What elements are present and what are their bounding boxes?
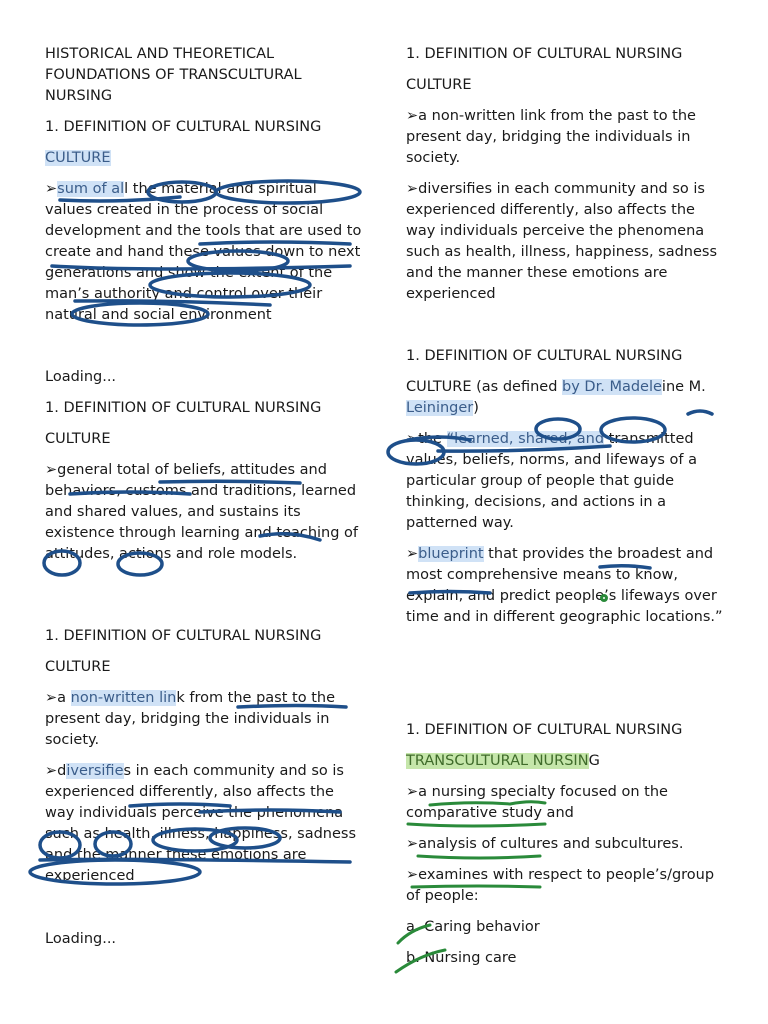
bullet-marker: ➢d bbox=[45, 763, 67, 779]
highlighted-text: blueprint bbox=[418, 546, 484, 562]
highlighted-text: non-written lin bbox=[70, 690, 177, 706]
subheading-text: ) bbox=[473, 400, 479, 416]
highlighted-text: TRANSCULTURAL NURSIN bbox=[406, 753, 589, 769]
loading-indicator: Loading... bbox=[45, 931, 117, 947]
left-slide-2 bbox=[45, 398, 365, 565]
loading-indicator: Loading... bbox=[45, 369, 117, 385]
slide-heading: 1. DEFINITION OF CULTURAL NURSING bbox=[45, 400, 322, 416]
bullet-text bbox=[45, 179, 365, 326]
subheading-text: ine M. bbox=[661, 379, 706, 395]
document-title: HISTORICAL AND THEORETICAL FOUNDATIONS OF TRANSCULTURAL NURSING bbox=[45, 46, 302, 104]
slide-heading: 1. DEFINITION OF CULTURAL NURSING bbox=[406, 46, 683, 62]
list-item: a. Caring behavior bbox=[406, 919, 540, 935]
highlighted-text: sum of al bbox=[57, 181, 125, 197]
slide-subheading: CULTURE bbox=[45, 659, 111, 675]
slide-subheading: CULTURE bbox=[406, 77, 472, 93]
subheading-text: CULTURE (as defined bbox=[406, 379, 563, 395]
right-slide-2 bbox=[406, 346, 726, 628]
slide-subheading bbox=[406, 751, 726, 772]
slide-heading: 1. DEFINITION OF CULTURAL NURSING bbox=[45, 119, 322, 135]
highlighted-text: by Dr. Madele bbox=[562, 379, 662, 395]
bullet-marker: ➢the bbox=[406, 431, 447, 447]
bullet-text bbox=[406, 544, 726, 628]
bullet-text: ➢diversifies in each community and so is experienced differently, also affects the way individuals perceive the phenomena such as health, illness, happiness, sadness and the manner these emotions are experienced bbox=[406, 181, 718, 302]
bullet-text: ➢examines with respect to people’s/group of people: bbox=[406, 867, 715, 904]
bullet-text bbox=[45, 761, 365, 887]
subheading-text: G bbox=[588, 753, 600, 769]
bullet-body: that provides the broadest and most comprehensive means to know, explain, and predict people’s lifeways over time and in different geographic locations.” bbox=[406, 546, 723, 625]
slide-heading: 1. DEFINITION OF CULTURAL NURSING bbox=[45, 628, 322, 644]
highlighted-text: iversifie bbox=[66, 763, 124, 779]
bullet-body: l the material and spiritual values created in the process of social development and the tools that are used to create and hand these values down to next generations and show the extent of the man’s authority and control over their natural and social environment bbox=[45, 181, 362, 323]
slide-subheading: CULTURE bbox=[45, 431, 111, 447]
slide-subheading bbox=[45, 148, 365, 169]
highlighted-text: CULTURE bbox=[45, 150, 111, 166]
right-slide-3 bbox=[406, 720, 726, 969]
highlighted-text: Leininger bbox=[406, 400, 474, 416]
bullet-body: k from the past to the present day, bridging the individuals in society. bbox=[45, 690, 335, 748]
bullet-text: ➢analysis of cultures and subcultures. bbox=[406, 836, 684, 852]
bullet-text bbox=[406, 429, 726, 534]
list-item: b. Nursing care bbox=[406, 950, 517, 966]
bullet-marker: ➢ bbox=[45, 181, 58, 197]
right-slide-1 bbox=[406, 44, 726, 305]
bullet-marker: ➢ bbox=[406, 546, 419, 562]
bullet-text: ➢general total of beliefs, attitudes and behaviors, customs and traditions, learned and shared values, and sustains its existence through learning and teaching of attitudes, actions and role models. bbox=[45, 462, 359, 562]
slide-heading: 1. DEFINITION OF CULTURAL NURSING bbox=[406, 348, 683, 364]
slide-heading: 1. DEFINITION OF CULTURAL NURSING bbox=[406, 722, 683, 738]
bullet-body: s in each community and so is experienced differently, also affects the way individuals perceive the phenomena such as health, illness, happiness, sadness and the manner these emotions are experienced bbox=[45, 763, 357, 884]
bullet-body: transmitted values, beliefs, norms, and lifeways of a particular group of people that guide thinking, decisions, and actions in a patterned way. bbox=[406, 431, 697, 531]
bullet-text: ➢a nursing specialty focused on the comparative study and bbox=[406, 784, 668, 821]
bullet-marker: ➢a bbox=[45, 690, 71, 706]
bullet-text: ➢a non-written link from the past to the present day, bridging the individuals in society. bbox=[406, 108, 696, 166]
left-slide-3 bbox=[45, 626, 365, 887]
slide-subheading bbox=[406, 377, 726, 419]
left-slide-1 bbox=[45, 44, 365, 326]
bullet-text bbox=[45, 688, 365, 751]
highlighted-text: “learned, shared, and bbox=[446, 431, 605, 447]
